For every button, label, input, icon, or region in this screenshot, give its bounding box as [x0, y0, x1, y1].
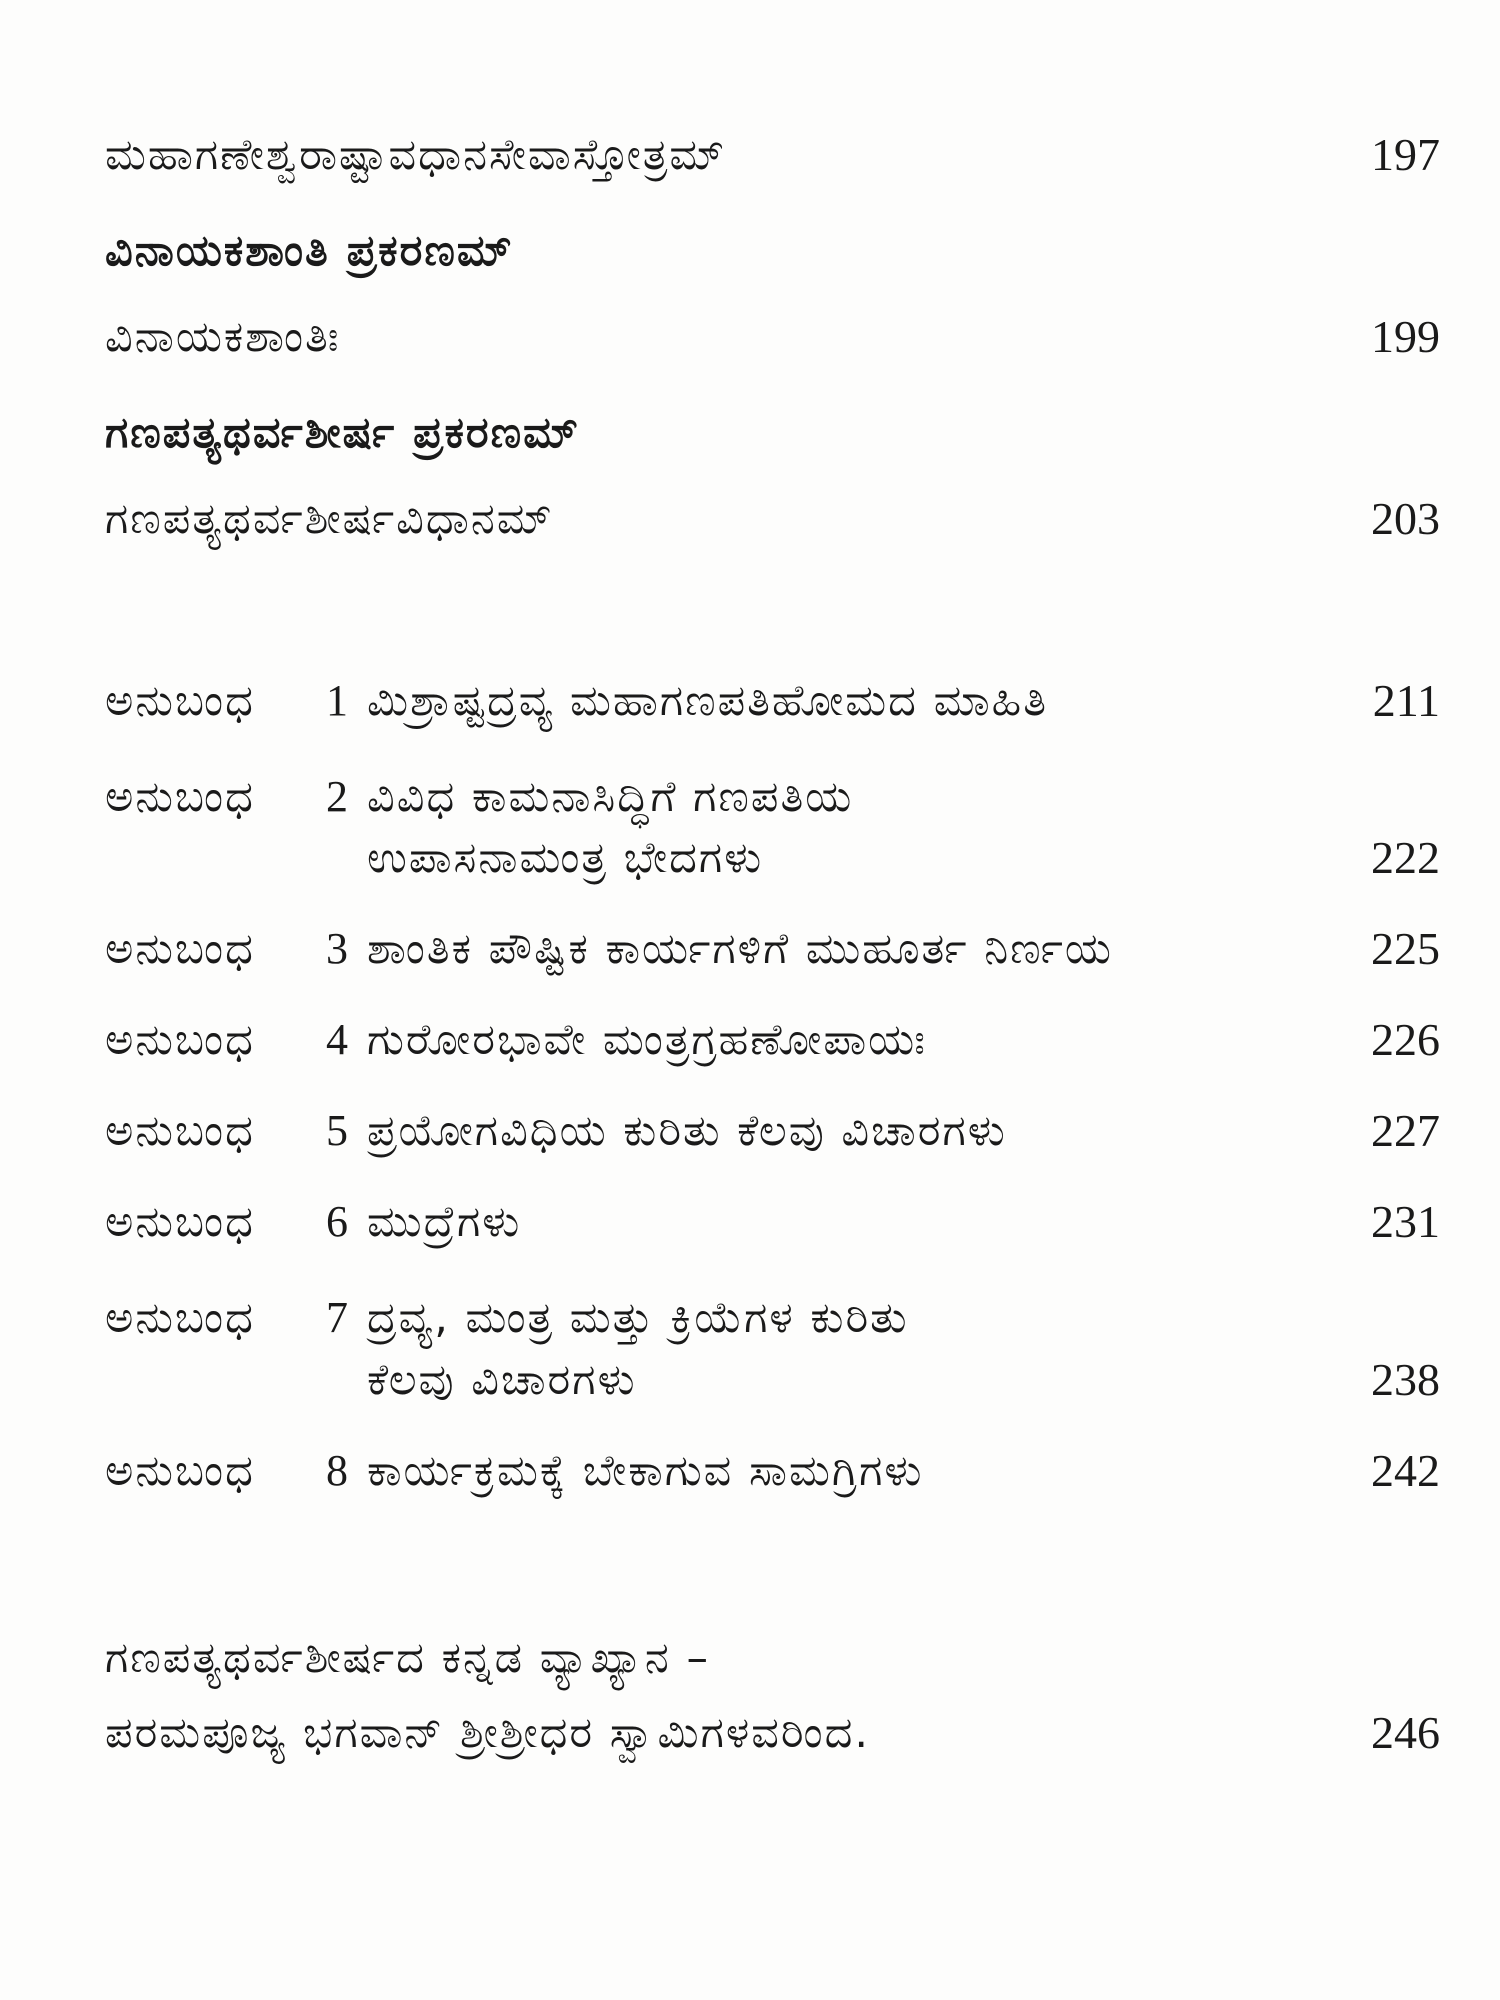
appendix-page: 227 — [1371, 1105, 1440, 1156]
toc-entry-final-line1 — [105, 1623, 1440, 1693]
appendix-title-continued: ಕೆಲವು ವಿಚಾರಗಳು — [367, 1355, 637, 1405]
appendix-label: ಅನುಬಂಧ — [105, 676, 255, 726]
appendix-page: 231 — [1371, 1196, 1440, 1247]
appendix-entry-6 — [105, 1187, 1440, 1257]
appendix-number: 5 — [326, 1106, 348, 1155]
appendix-label: ಅನುಬಂಧ — [105, 772, 255, 822]
appendix-entry-4 — [105, 1005, 1440, 1075]
appendix-label: ಅನುಬಂಧ — [105, 1197, 255, 1247]
appendix-label: ಅನುಬಂಧ — [105, 1293, 255, 1343]
appendix-title: ಗುರೋರಭಾವೇ ಮಂತ್ರಗ್ರಹಣೋಪಾಯಃ — [367, 1015, 927, 1065]
section-heading-title: ವಿನಾಯಕಶಾಂತಿ ಪ್ರಕರಣಮ್ — [105, 226, 514, 276]
appendix-number: 1 — [326, 676, 348, 725]
appendix-page: 225 — [1371, 923, 1440, 974]
appendix-page: 242 — [1371, 1445, 1440, 1496]
appendix-entry-7 — [105, 1283, 1440, 1353]
appendix-entry-5 — [105, 1096, 1440, 1166]
toc-entry — [105, 120, 1440, 190]
appendix-number: 7 — [326, 1293, 348, 1342]
appendix-label: ಅನುಬಂಧ — [105, 1015, 255, 1065]
toc-entry-title: ಗಣಪತ್ಯಥರ್ವಶೀರ್ಷವಿಧಾನಮ್ — [105, 494, 554, 544]
section-heading-title: ಗಣಪತ್ಯಥರ್ವಶೀರ್ಷ ಪ್ರಕರಣಮ್ — [105, 408, 580, 458]
section-heading — [105, 216, 1440, 286]
appendix-title: ವಿವಿಧ ಕಾಮನಾಸಿದ್ಧಿಗೆ ಗಣಪತಿಯ — [367, 772, 854, 822]
appendix-page: 226 — [1371, 1014, 1440, 1065]
toc-entry-page: 199 — [1371, 311, 1440, 362]
appendix-label: ಅನುಬಂಧ — [105, 1446, 255, 1496]
appendix-number: 6 — [326, 1197, 348, 1246]
toc-entry-page: 246 — [1371, 1707, 1440, 1758]
appendix-page: 222 — [1371, 832, 1440, 883]
toc-entry — [105, 484, 1440, 554]
appendix-label: ಅನುಬಂಧ — [105, 1106, 255, 1156]
appendix-title: ಪ್ರಯೋಗವಿಧಿಯ ಕುರಿತು ಕೆಲವು ವಿಚಾರಗಳು — [367, 1106, 1007, 1156]
section-heading — [105, 398, 1440, 468]
appendix-entry-3 — [105, 914, 1440, 984]
appendix-number: 2 — [326, 772, 348, 821]
toc-entry-title-continued: ಪರಮಪೂಜ್ಯ ಭಗವಾನ್ ಶ್ರೀಶ್ರೀಧರ ಸ್ವಾಮಿಗಳವರಿಂದ. — [105, 1708, 871, 1758]
appendix-page: 238 — [1371, 1354, 1440, 1405]
appendix-entry-2 — [105, 762, 1440, 832]
toc-entry-page: 203 — [1371, 493, 1440, 544]
toc-entry — [105, 302, 1440, 372]
toc-entry-final-line2 — [105, 1698, 1440, 1768]
appendix-number: 8 — [326, 1446, 348, 1495]
appendix-number: 4 — [326, 1015, 348, 1064]
appendix-title-continued: ಉಪಾಸನಾಮಂತ್ರ ಭೇದಗಳು — [367, 833, 764, 883]
toc-entry-page: 197 — [1371, 129, 1440, 180]
toc-entry-title: ಗಣಪತ್ಯಥರ್ವಶೀರ್ಷದ ಕನ್ನಡ ವ್ಯಾಖ್ಯಾನ – — [105, 1633, 710, 1683]
appendix-label: ಅನುಬಂಧ — [105, 924, 255, 974]
appendix-title: ಮುದ್ರೆಗಳು — [367, 1197, 522, 1247]
appendix-entry-7-continued — [367, 1345, 1440, 1415]
appendix-title: ಕಾರ್ಯಕ್ರಮಕ್ಕೆ ಬೇಕಾಗುವ ಸಾಮಗ್ರಿಗಳು — [367, 1446, 924, 1496]
appendix-page: 211 — [1372, 675, 1440, 726]
appendix-number: 3 — [326, 924, 348, 973]
appendix-title: ಮಿಶ್ರಾಷ್ಟದ್ರವ್ಯ ಮಹಾಗಣಪತಿಹೋಮದ ಮಾಹಿತಿ — [367, 676, 1049, 726]
appendix-entry-1 — [105, 666, 1440, 736]
toc-entry-title: ಮಹಾಗಣೇಶ್ವರಾಷ್ಟಾವಧಾನಸೇವಾಸ್ತೋತ್ರಮ್ — [105, 130, 727, 180]
toc-entry-title: ವಿನಾಯಕಶಾಂತಿಃ — [105, 312, 341, 362]
appendix-title: ಶಾಂತಿಕ ಪೌಷ್ಟಿಕ ಕಾರ್ಯಗಳಿಗೆ ಮುಹೂರ್ತ ನಿರ್ಣಯ — [367, 924, 1113, 974]
appendix-entry-8 — [105, 1436, 1440, 1506]
appendix-title: ದ್ರವ್ಯ, ಮಂತ್ರ ಮತ್ತು ಕ್ರಿಯೆಗಳ ಕುರಿತು — [367, 1293, 909, 1343]
appendix-entry-2-continued — [367, 823, 1440, 893]
